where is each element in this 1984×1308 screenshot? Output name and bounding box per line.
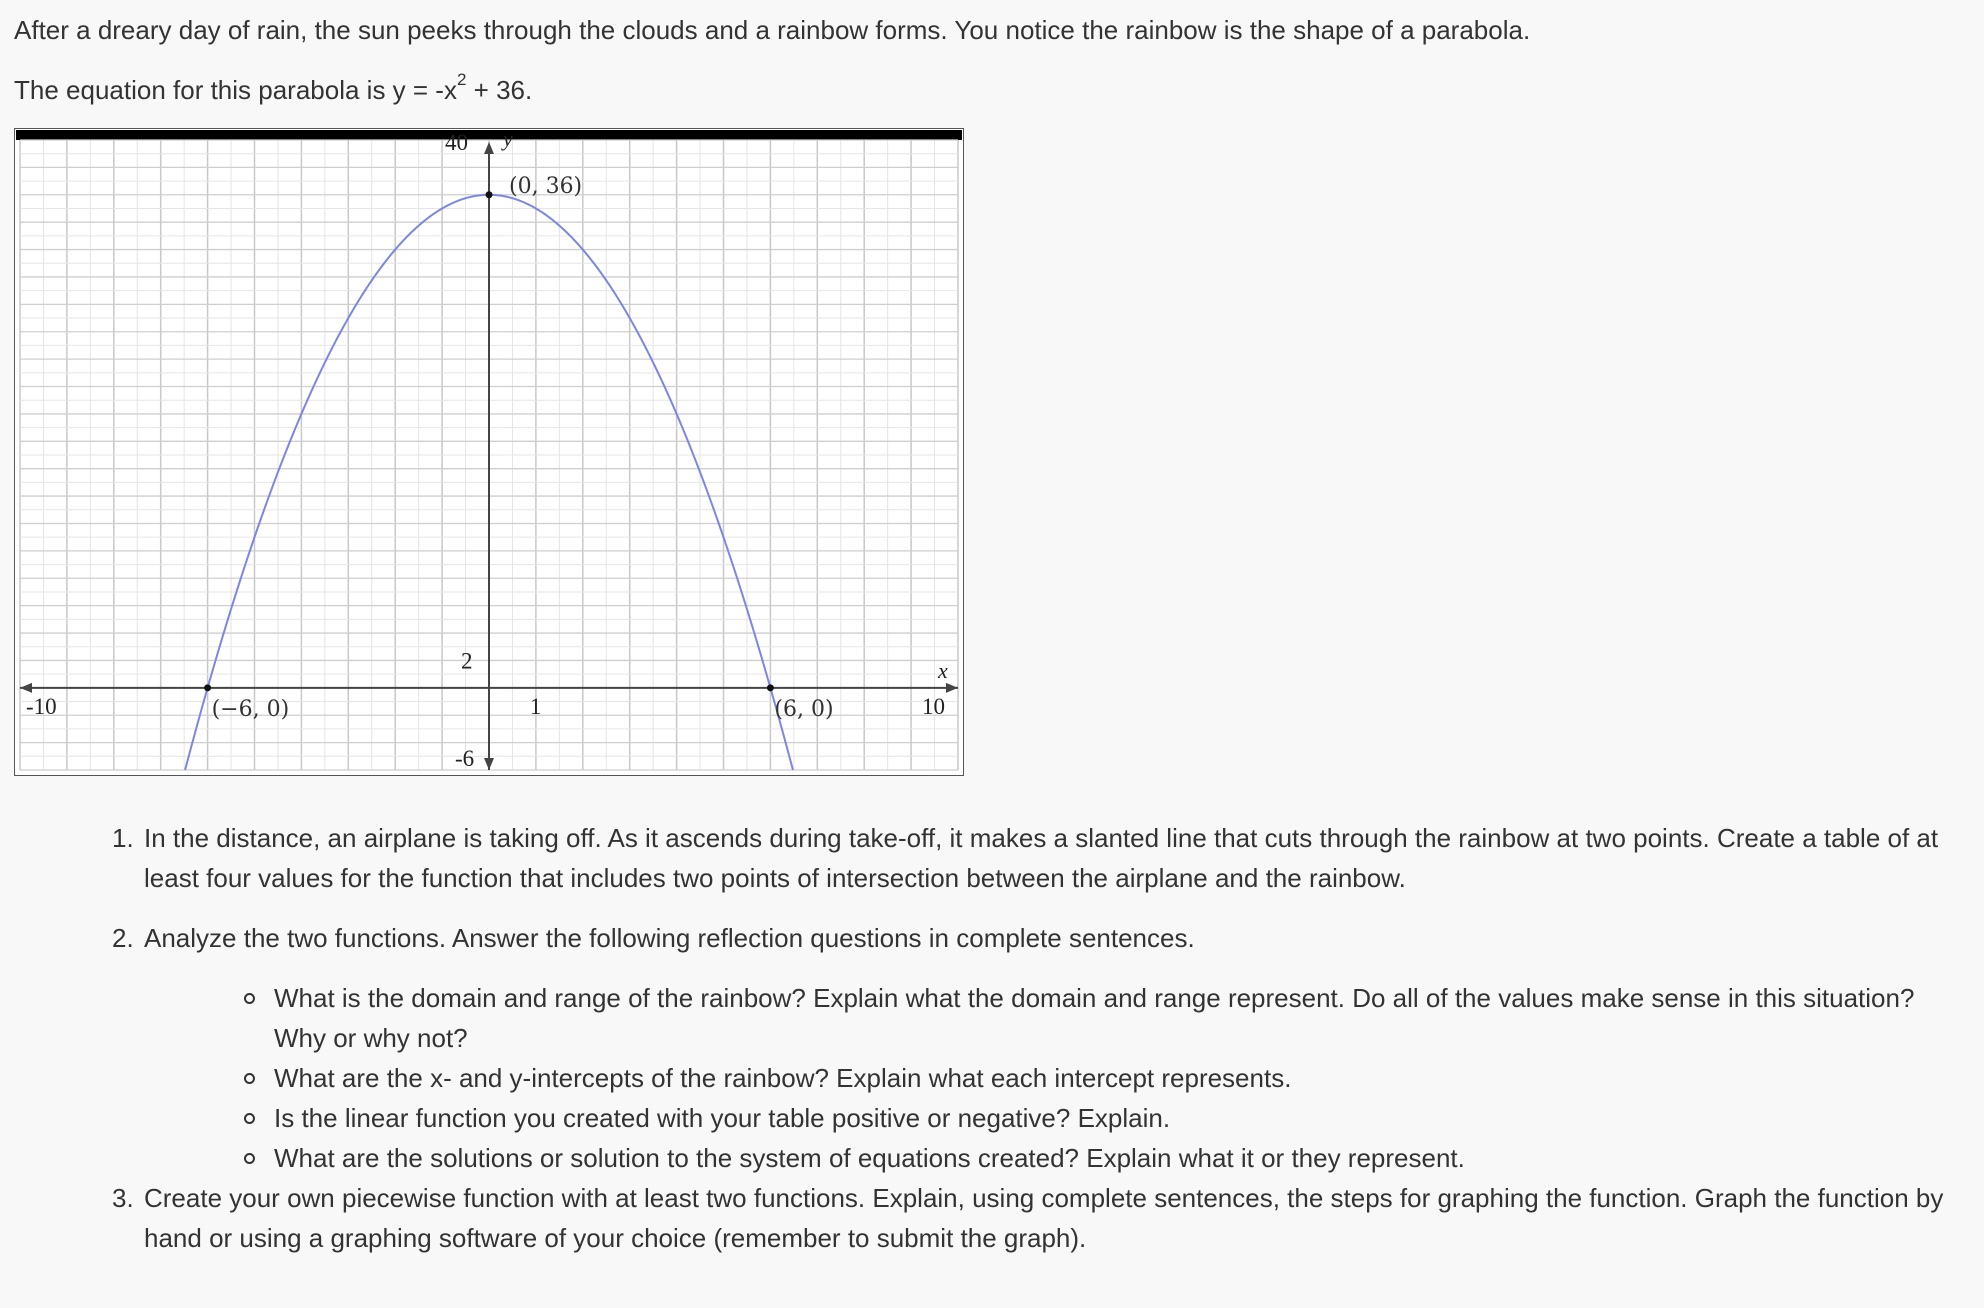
question-number: 2. — [112, 923, 134, 953]
bullet-circle-icon — [244, 1113, 255, 1124]
equation-suffix: + 36. — [466, 75, 533, 105]
question-3 — [112, 1178, 1952, 1258]
bullet-circle-icon — [244, 1073, 255, 1084]
parabola-graph-svg — [14, 128, 964, 776]
x-min-label: -10 — [26, 693, 57, 719]
key-point-marker — [486, 191, 493, 198]
equation-prefix: The equation for this parabola is y = -x — [14, 75, 457, 105]
key-point-marker — [767, 684, 774, 691]
bullet-item — [240, 1058, 1940, 1098]
graph-top-bar — [16, 130, 962, 140]
key-point-label: (−6, 0) — [211, 696, 290, 722]
bullet-text: What is the domain and range of the rainbow? Explain what the domain and range represent. Do all of the values make sense in this situation? Why or why not? — [274, 983, 1915, 1053]
equation-line — [14, 70, 532, 110]
bullet-circle-icon — [244, 993, 255, 1004]
y-max-label: 40 — [445, 130, 468, 155]
key-point-label: (6, 0) — [774, 696, 834, 722]
y-axis-name: y — [503, 128, 513, 151]
bullet-text: Is the linear function you created with your table positive or negative? Explain. — [274, 1103, 1171, 1133]
bullet-text: What are the solutions or solution to the system of equations created? Explain what it or they represent. — [274, 1143, 1465, 1173]
bullet-item — [240, 978, 1940, 1058]
question-2 — [112, 918, 1952, 958]
key-point-marker — [204, 684, 211, 691]
bullet-item — [240, 1138, 1940, 1178]
y-min-label: -6 — [455, 746, 475, 771]
x-tick-label: 1 — [529, 693, 542, 719]
x-axis-name: x — [938, 657, 948, 683]
y-tick-label: 2 — [461, 648, 473, 674]
question-text: In the distance, an airplane is taking off. As it ascends during take-off, it makes a slanted line that cuts through the rainbow at two points. Create a table of at least four values for the function that includes two points of intersection between the airplane and the rainbow. — [144, 823, 1939, 893]
question-text: Create your own piecewise function with at least two functions. Explain, using complete sentences, the steps for graphing the function. Graph the function by hand or using a graphing software of your choice (remember to submit the graph). — [144, 1183, 1944, 1253]
bullet-item — [240, 1098, 1940, 1138]
question-1 — [112, 818, 1952, 898]
intro-text: After a dreary day of rain, the sun peeks through the clouds and a rainbow forms. You notice the rainbow is the shape of a parabola. — [14, 15, 1531, 45]
bullet-text: What are the x- and y-intercepts of the rainbow? Explain what each intercept represents. — [274, 1063, 1292, 1093]
reflection-bullets — [240, 978, 1940, 1178]
key-point-label: (0, 36) — [509, 173, 583, 199]
parabola-graph — [14, 128, 964, 776]
question-number: 3. — [112, 1183, 134, 1213]
question-text: Analyze the two functions. Answer the following reflection questions in complete sentences. — [144, 923, 1195, 953]
bullet-circle-icon — [244, 1153, 255, 1164]
x-max-label: 10 — [922, 693, 945, 719]
equation-exponent: 2 — [456, 70, 467, 90]
question-number: 1. — [112, 823, 134, 853]
